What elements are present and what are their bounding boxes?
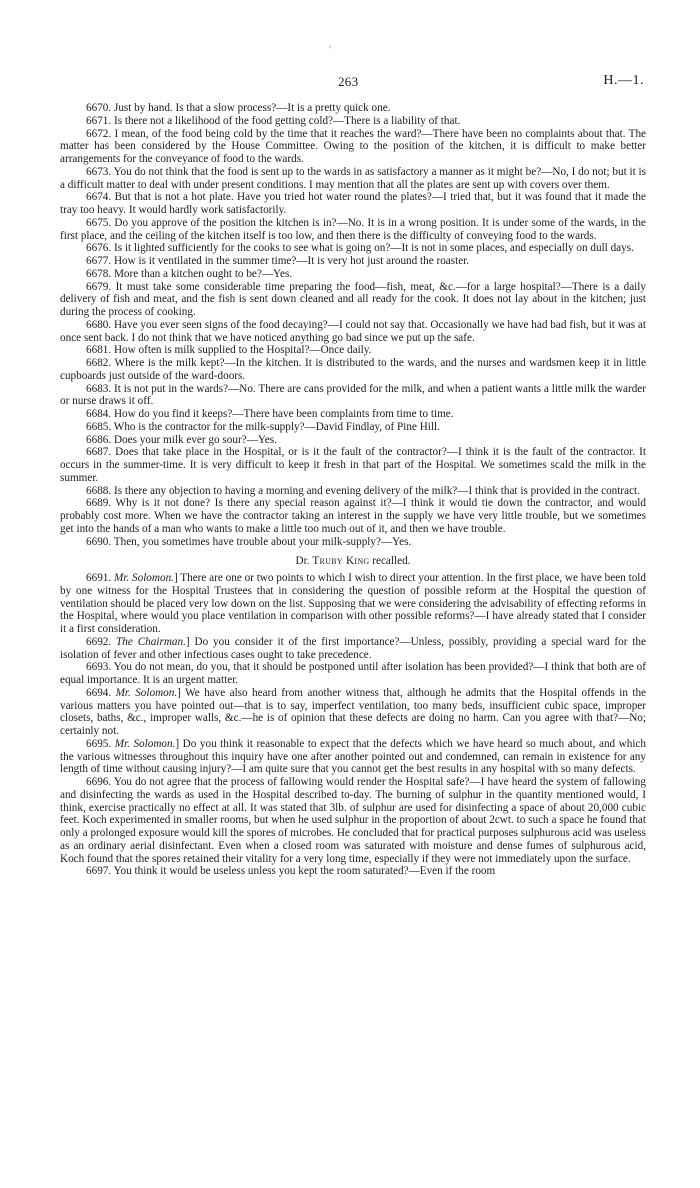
- witness-name: Truby King: [312, 555, 370, 568]
- evidence-paragraph: 6680. Have you ever seen signs of the food decaying?—I could not say that. Occasionally we have had bad fish, but it was at once sent back. I do not think that we have noticed anything go bad since we put up the safe.: [60, 318, 646, 344]
- speaker-name: Mr. Solomon.: [114, 737, 176, 750]
- evidence-paragraph: 6675. Do you approve of the position the kitchen is in?—No. It is in a wrong position. It is under some of the wards, in the first place, and the ceiling of the kitchen itself is too low, and then there is the difficulty of conveying food to the wards.: [60, 216, 646, 242]
- question-number: 6692.: [86, 635, 112, 648]
- question-number: 6694.: [86, 686, 112, 699]
- paragraph-text: You do not agree that the process of fallowing would render the Hospital safe?—I have heard the system of fallowing and disinfecting the wards as used in the Hospital described to-day. The burning of sulphur in the quantity mentioned would, I think, exercise practically no effect at all. It was stated that 3lb. of sulphur are used for disinfecting a space of about 20,000 cubic feet. Koch experimented in smaller rooms, but when he used sulphur in the proportion of about 2cwt. to such a space he found that only a prolonged exposure would kill the spores of microbes. He concluded that for practical purposes sulphurous acid was useless as an ordinary aerial disinfectant. Even when a closed room was saturated with moisture and dense fumes of sulphurous acid, Koch found that the spores retained their vitality for a very long time, especially if they were not immediately upon the surface.: [60, 776, 646, 865]
- evidence-paragraph: 6690. Then, you sometimes have trouble about your milk-supply?—Yes.: [86, 535, 412, 548]
- evidence-block-kitchen: [60, 102, 646, 548]
- speaker-name: Mr. Solomon.: [113, 572, 174, 584]
- page-body: [60, 72, 646, 878]
- evidence-paragraph: [60, 661, 646, 687]
- evidence-paragraph: 6673. You do not think that the food is sent up to the wards in as satisfactory a manner as it might be?—No, I do not; but it is a difficult matter to deal with under present conditions. I may mention that all the plates are sent up with covers over them.: [60, 165, 646, 191]
- section-heading: [60, 555, 646, 568]
- question-number: 6695.: [86, 737, 112, 750]
- section-heading-prefix: Dr.: [295, 555, 310, 568]
- evidence-paragraph: [60, 738, 646, 776]
- evidence-paragraph: [60, 636, 646, 662]
- evidence-paragraph: 6677. How is it ventilated in the summer time?—It is very hot just around the roaster.: [86, 255, 470, 267]
- evidence-paragraph: 6686. Does your milk ever go sour?—Yes.: [86, 433, 277, 446]
- margin-tick: ': [329, 45, 331, 56]
- evidence-paragraph: [60, 776, 646, 865]
- paragraph-text: You do not mean, do you, that it should be postponed until after isolation has been provided?—I think that both are of equal importance. It is an urgent matter.: [60, 661, 646, 686]
- evidence-paragraph: 6678. More than a kitchen ought to be?—Yes.: [86, 267, 293, 280]
- paragraph-text: You think it would be useless unless you kept the room saturated?—Even if the room: [113, 865, 496, 878]
- evidence-paragraph: 6670. Just by hand. Is that a slow process?—It is a pretty quick one.: [86, 102, 391, 114]
- paragraph-text: ] Do you consider it of the first importance?—Unless, possibly, providing a special ward for the isolation of fever and other infectious cases ought to take precedence.: [60, 635, 646, 661]
- document-reference: H.—1.: [603, 73, 644, 88]
- evidence-paragraph: 6687. Does that take place in the Hospital, or is it the fault of the contractor?—I think it is the fault of the contractor. It occurs in the summer-time. It is very difficult to keep it fresh in that part of the Hospital. We sometimes scald the milk in the summer.: [60, 446, 646, 484]
- section-heading-suffix: recalled.: [372, 555, 411, 568]
- paragraph-text: ] We have also heard from another witness that, although he admits that the Hospital offends in the various matters you have pointed out—that is to say, imperfect ventilation, too many beds, insufficient cubic space, improper closets, baths, &c., improper walls, &c.—he is of opinion that these defects are doing no harm. Can you agree with that?—No; certainly not.: [60, 686, 647, 737]
- speaker-name: The Chairman.: [116, 635, 186, 648]
- evidence-paragraph: 6685. Who is the contractor for the milk-supply?—David Findlay, of Pine Hill.: [86, 420, 440, 433]
- paragraph-text: ] There are one or two points to which I wish to direct your attention. In the first place, we have been told by one witness for the Hospital Trustees that in considering the question of possible reform at the Hospital the question of ventilation should be placed very low down on the list. Supposing that we were considering the advisability of effecting reforms in the Hospital, where would you place ventilation in comparison with other possible reforms?—I have already stated that I consider it a first consideration.: [60, 572, 647, 635]
- evidence-paragraph: 6689. Why is it not done? Is there any special reason against it?—I think it would tie down the contractor, and would probably cost more. When we have the contractor taking an interest in the supply we have very little trouble, but we sometimes get into the hands of a man who wants to make a little too much out of it, and then we have trouble.: [60, 497, 646, 535]
- evidence-paragraph: 6671. Is there not a likelihood of the food getting cold?—There is a liability of that.: [86, 114, 461, 127]
- evidence-paragraph: 6674. But that is not a hot plate. Have you tried hot water round the plates?—I tried that, but it was found that it made the tray too heavy. It would hardly work satisfactorily.: [60, 191, 646, 216]
- question-number: 6693.: [86, 661, 112, 674]
- evidence-paragraph: 6684. How do you find it keeps?—There have been complaints from time to time.: [86, 408, 454, 420]
- evidence-paragraph: 6683. It is not put in the wards?—No. There are cans provided for the milk, and when a patient wants a little milk the warder or nurse draws it off.: [60, 382, 646, 408]
- paragraph-text: ] Do you think it reasonable to expect that the defects which we have heard so much about, and which the various witnesses throughout this inquiry have one after another pointed out and condemned, can remain in existence for any length of time without causing injury?—I am quite sure that you cannot get the best results in any hospital with so many defects.: [60, 737, 646, 776]
- evidence-paragraph: 6672. I mean, of the food being cold by the time that it reaches the ward?—There have been no complaints about that. The matter has been considered by the House Committee. Owing to the position of the kitchen, it is difficult to make better arrangements for the conveyance of food to the wards.: [60, 127, 646, 165]
- evidence-paragraph: 6676. Is it lighted sufficiently for the cooks to see what is going on?—It is not in some places, and especially on dull days.: [86, 242, 634, 255]
- evidence-paragraph: 6682. Where is the milk kept?—In the kitchen. It is distributed to the wards, and the nurses and wardsmen keep it in little cupboards just outside of the ward-doors.: [60, 357, 646, 382]
- evidence-paragraph: 6681. How often is milk supplied to the Hospital?—Once daily.: [86, 344, 372, 357]
- question-number: 6696.: [86, 776, 112, 788]
- evidence-paragraph: [60, 865, 646, 878]
- evidence-block-recalled: [60, 572, 646, 878]
- question-number: 6697.: [86, 865, 112, 878]
- page-number: 263: [338, 74, 359, 89]
- evidence-paragraph: 6679. It must take some considerable time preparing the food—fish, meat, &c.—for a large hospital?—There is a daily delivery of fish and meat, and the fish is sent down cleaned and all ready for the cook. It does not lay about in the kitchen; just during the process of cooking.: [60, 280, 646, 318]
- evidence-paragraph: [60, 572, 646, 636]
- speaker-name: Mr. Solomon.: [115, 686, 178, 699]
- question-number: 6691.: [86, 572, 112, 584]
- evidence-paragraph: 6688. Is there any objection to having a morning and evening delivery of the milk?—I think that is provided in the contract.: [86, 484, 640, 497]
- evidence-paragraph: [60, 687, 646, 738]
